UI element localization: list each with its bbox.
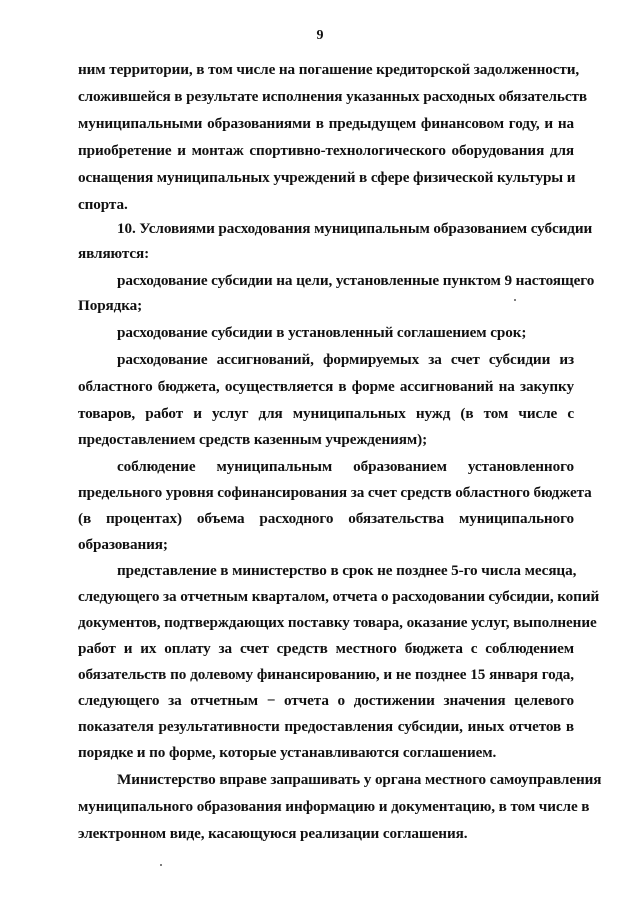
text-line: документов, подтверждающих поставку товара, оказание услуг, выполнение	[78, 614, 597, 631]
text-line: представление в министерство в срок не позднее 5-го числа месяца,	[117, 562, 577, 579]
text-line: следующего за отчетным кварталом, отчета о расходовании субсидии, копий	[78, 588, 600, 605]
text-line: ним территории, в том числе на погашение кредиторской задолженности,	[78, 61, 580, 78]
text-line: являются:	[78, 245, 150, 262]
text-line: показателя результативности предоставления субсидии, иных отчетов в	[78, 718, 574, 735]
text-line: образования;	[78, 536, 168, 553]
text-line: расходование субсидии на цели, установленные пунктом 9 настоящего	[117, 272, 595, 289]
text-line: расходование ассигнований, формируемых за счет субсидии из	[117, 351, 574, 368]
text-line: предельного уровня софинансирования за счет средств областного бюджета	[78, 484, 592, 501]
text-line: предоставлением средств казенным учреждениям);	[78, 431, 428, 448]
text-line: электронном виде, касающуюся реализации соглашения.	[78, 825, 468, 842]
text-line: сложившейся в результате исполнения указанных расходных обязательств	[78, 88, 587, 105]
text-line: работ и их оплату за счет средств местного бюджета с соблюдением	[78, 640, 574, 657]
text-line: областного бюджета, осуществляется в форме ассигнований на закупку	[78, 378, 574, 395]
text-line: обязательств по долевому финансированию, и не позднее 15 января года,	[78, 666, 574, 683]
text-line: муниципального образования информацию и документацию, в том числе в	[78, 798, 590, 815]
text-line: оснащения муниципальных учреждений в сфере физической культуры и	[78, 169, 576, 186]
text-line: муниципальными образованиями в предыдущем финансовом году, и на	[78, 115, 574, 132]
text-line: порядке и по форме, которые устанавливаются соглашением.	[78, 744, 497, 761]
text-line: Порядка;	[78, 297, 143, 314]
text-line: товаров, работ и услуг для муниципальных нужд (в том числе с	[78, 405, 574, 422]
text-line: (в процентах) объема расходного обязательства муниципального	[78, 510, 574, 527]
text-line: соблюдение муниципальным образованием установленного	[117, 458, 574, 475]
scan-speck	[160, 864, 162, 866]
text-line: спорта.	[78, 196, 128, 213]
text-line: следующего за отчетным − отчета о достижении значения целевого	[78, 692, 574, 709]
text-line: 10. Условиями расходования муниципальным образованием субсидии	[117, 220, 593, 237]
text-line: Министерство вправе запрашивать у органа местного самоуправления	[117, 771, 602, 788]
text-line: приобретение и монтаж спортивно-технологического оборудования для	[78, 142, 574, 159]
page-number: 9	[316, 28, 324, 43]
text-line: расходование субсидии в установленный соглашением срок;	[117, 324, 527, 341]
scan-speck	[514, 299, 516, 301]
